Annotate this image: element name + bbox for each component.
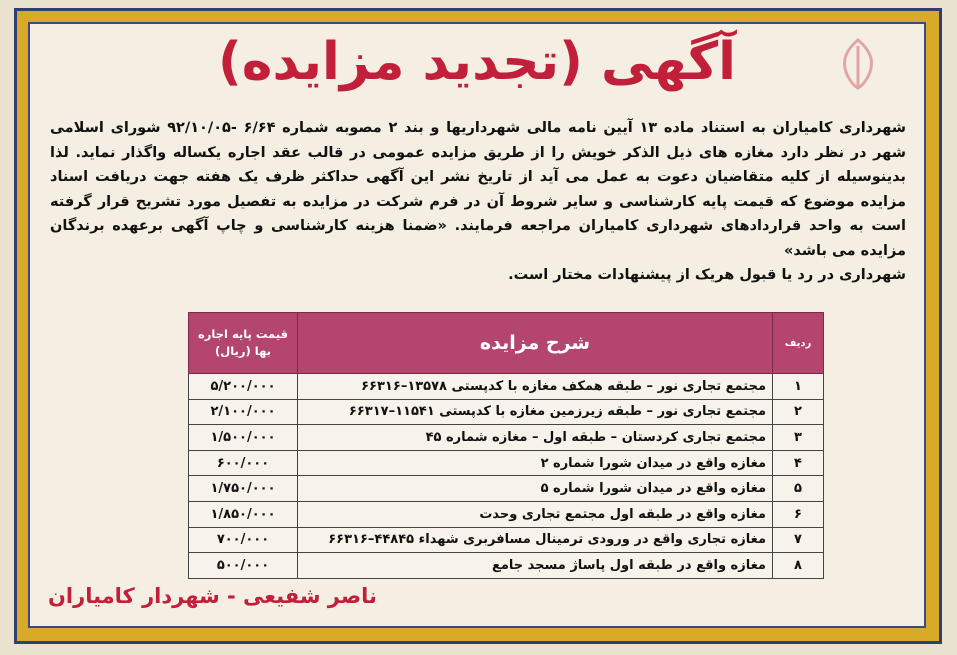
row-price: ۵۰۰/۰۰۰	[189, 553, 298, 579]
auction-table-header-row	[189, 313, 824, 374]
table-row	[189, 501, 824, 527]
header-base-price: قیمت پایه اجاره بها (ریال)	[189, 313, 298, 374]
table-row	[189, 425, 824, 451]
row-number: ۸	[773, 553, 824, 579]
row-price: ۱/۵۰۰/۰۰۰	[189, 425, 298, 451]
row-description: مجتمع تجاری نور – طبقه همکف مغازه با کدپستی ۱۳۵۷۸–۶۶۳۱۶	[298, 374, 773, 400]
auction-table	[188, 312, 824, 579]
notice-panel	[28, 22, 926, 628]
row-description: مغازه واقع در میدان شورا شماره ۵	[298, 476, 773, 502]
row-description: مغازه تجاری واقع در ورودی ترمینال مسافربری شهداء ۴۴۸۴۵–۶۶۳۱۶	[298, 527, 773, 553]
row-price: ۱/۸۵۰/۰۰۰	[189, 501, 298, 527]
row-number: ۳	[773, 425, 824, 451]
row-number: ۲	[773, 399, 824, 425]
row-description: مجتمع تجاری کردستان – طبقه اول – مغازه شماره ۴۵	[298, 425, 773, 451]
row-description: مجتمع تجاری نور – طبقه زیرزمین مغازه با کدپستی ۱۱۵۴۱–۶۶۳۱۷	[298, 399, 773, 425]
row-number: ۵	[773, 476, 824, 502]
row-price: ۶۰۰/۰۰۰	[189, 450, 298, 476]
table-row	[189, 527, 824, 553]
row-number: ۱	[773, 374, 824, 400]
notice-paragraph-rights: شهرداری در رد یا قبول هریک از پیشنهادات مختار است.	[508, 267, 906, 283]
table-row	[189, 374, 824, 400]
notice-paragraph-main: شهرداری کامیاران به استناد ماده ۱۳ آیین نامه مالی شهرداریها و بند ۲ مصوبه شماره ۶/۶۴ -۹۲/۱۰/۰۵ شورای اسلامی شهر در نظر دارد مغازه های ذیل الذکر خویش را از طریق مزایده عمومی در قالب عقد اجاره یکساله واگذار نماید. لذا بدینوسیله از کلیه متقاضیان دعوت به عمل می آید از تاریخ نشر این آگهی حداکثر ظرف یک هفته جهت دریافت اسناد مزایده موضوع که قیمت پایه کارشناسی و سایر شروط آن در فرم شرکت در مزایده به تفصیل مورد تشریح قرار گرفته است به واحد قراردادهای شهرداری کامیاران مراجعه فرمایند. «ضمنا هزینه کارشناسی و چاپ آگهی برعهده برندگان مزایده می باشد»	[50, 120, 906, 259]
row-number: ۴	[773, 450, 824, 476]
signature: ناصر شفیعی - شهردار کامیاران	[48, 584, 377, 608]
row-price: ۱/۷۵۰/۰۰۰	[189, 476, 298, 502]
table-row	[189, 399, 824, 425]
table-row	[189, 450, 824, 476]
row-number: ۷	[773, 527, 824, 553]
row-price: ۵/۲۰۰/۰۰۰	[189, 374, 298, 400]
row-description: مغازه واقع در طبقه اول مجتمع تجاری وحدت	[298, 501, 773, 527]
header-row-number: ردیف	[773, 313, 824, 374]
row-description: مغازه واقع در طبقه اول پاساژ مسجد جامع	[298, 553, 773, 579]
header-description: شرح مزایده	[298, 313, 773, 374]
row-price: ۷۰۰/۰۰۰	[189, 527, 298, 553]
row-number: ۶	[773, 501, 824, 527]
notice-title: آگهی (تجدید مزایده)	[218, 32, 736, 92]
row-price: ۲/۱۰۰/۰۰۰	[189, 399, 298, 425]
row-description: مغازه واقع در میدان شورا شماره ۲	[298, 450, 773, 476]
notice-body	[50, 116, 906, 288]
table-row	[189, 476, 824, 502]
table-row	[189, 553, 824, 579]
